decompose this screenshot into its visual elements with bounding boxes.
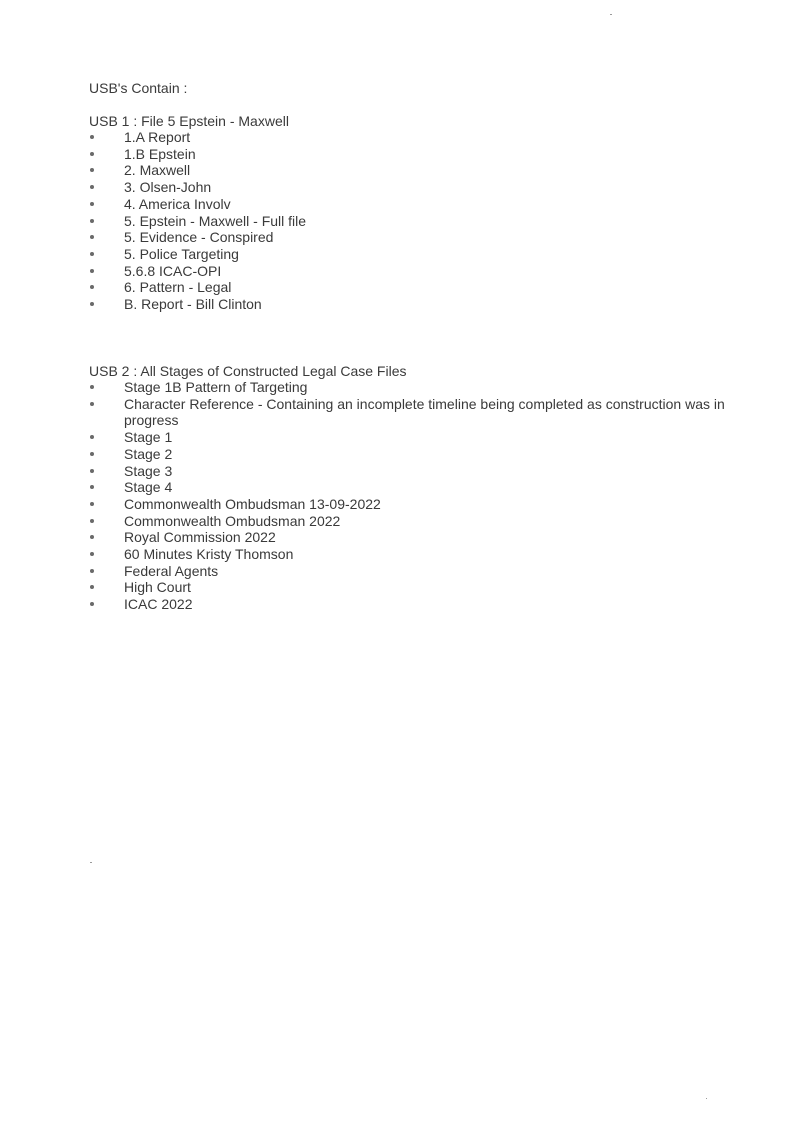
bullet-icon (90, 135, 94, 139)
list-item (89, 513, 729, 530)
list-item-text: 3. Olsen-John (124, 179, 212, 196)
bullet-icon (90, 285, 94, 289)
list-item (89, 546, 729, 563)
list-item-text: 1.B Epstein (124, 145, 196, 162)
list-item (89, 446, 729, 463)
bullet-icon (90, 202, 94, 206)
usb2-list (89, 379, 729, 613)
bullet-icon (90, 185, 94, 189)
list-item (89, 246, 729, 263)
list-item (89, 496, 729, 513)
list-item (89, 596, 729, 613)
list-item (89, 479, 729, 496)
list-item (89, 179, 729, 196)
bullet-icon (90, 569, 94, 573)
bullet-icon (90, 469, 94, 473)
list-item-text: 1.A Report (124, 129, 191, 145)
scan-speck (706, 1098, 707, 1099)
list-item-text: Royal Commission 2022 (124, 529, 276, 546)
list-item-text: 60 Minutes Kristy Thomson (124, 546, 294, 563)
list-item-text: B. Report - Bill Clinton (124, 296, 262, 313)
bullet-icon (90, 485, 94, 489)
list-item-text: 5. Evidence - Conspired (124, 229, 274, 246)
list-item-text: Stage 4 (124, 479, 173, 496)
list-item (89, 396, 729, 429)
list-item (89, 213, 729, 230)
list-item-text: 5. Police Targeting (124, 245, 239, 262)
bullet-icon (90, 519, 94, 523)
bullet-icon (90, 168, 94, 172)
list-item (89, 196, 729, 213)
bullet-icon (90, 302, 94, 306)
list-item-text: Stage 1 (124, 429, 173, 446)
list-item-text: 5.6.8 ICAC-OPI (124, 262, 222, 279)
list-item (89, 429, 729, 446)
bullet-icon (90, 235, 94, 239)
list-item (89, 263, 729, 280)
bullet-icon (90, 402, 94, 406)
bullet-icon (90, 435, 94, 439)
list-item (89, 529, 729, 546)
list-item (89, 129, 729, 146)
list-item-text: Commonwealth Ombudsman 13-09-2022 (124, 495, 381, 512)
list-item (89, 229, 729, 246)
bullet-icon (90, 602, 94, 606)
bullet-icon (90, 535, 94, 539)
bullet-icon (90, 152, 94, 156)
list-item-text: 4. America Involv (124, 195, 231, 212)
list-item-text: Stage 2 (124, 445, 173, 462)
bullet-icon (90, 269, 94, 273)
scan-speck (90, 862, 92, 863)
list-item (89, 162, 729, 179)
list-item-text: Federal Agents (124, 562, 219, 579)
bullet-icon (90, 452, 94, 456)
list-item (89, 579, 729, 596)
list-item-text: Character Reference - Containing an incomplete timeline being completed as construction was in progress (124, 395, 725, 429)
list-item (89, 563, 729, 580)
list-item (89, 146, 729, 163)
document-title: USB's Contain : (89, 80, 188, 96)
list-item-text: 5. Epstein - Maxwell - Full file (124, 212, 307, 229)
bullet-icon (90, 385, 94, 389)
list-item (89, 279, 729, 296)
usb1-list (89, 129, 729, 313)
list-item (89, 463, 729, 480)
list-item-text: ICAC 2022 (124, 596, 193, 613)
list-item-text: Commonwealth Ombudsman 2022 (124, 512, 341, 529)
usb1-heading: USB 1 : File 5 Epstein - Maxwell (89, 113, 289, 129)
bullet-icon (90, 502, 94, 506)
list-item-text: Stage 3 (124, 462, 173, 479)
bullet-icon (90, 585, 94, 589)
bullet-icon (90, 552, 94, 556)
list-item-text: 6. Pattern - Legal (124, 279, 232, 296)
list-item-text: 2. Maxwell (124, 162, 191, 179)
list-item-text: High Court (124, 579, 191, 596)
bullet-icon (90, 252, 94, 256)
list-item (89, 379, 729, 396)
list-item (89, 296, 729, 313)
scan-speck (610, 14, 612, 15)
list-item-text: Stage 1B Pattern of Targeting (124, 379, 308, 395)
bullet-icon (90, 219, 94, 223)
usb2-heading: USB 2 : All Stages of Constructed Legal Case Files (89, 363, 407, 379)
